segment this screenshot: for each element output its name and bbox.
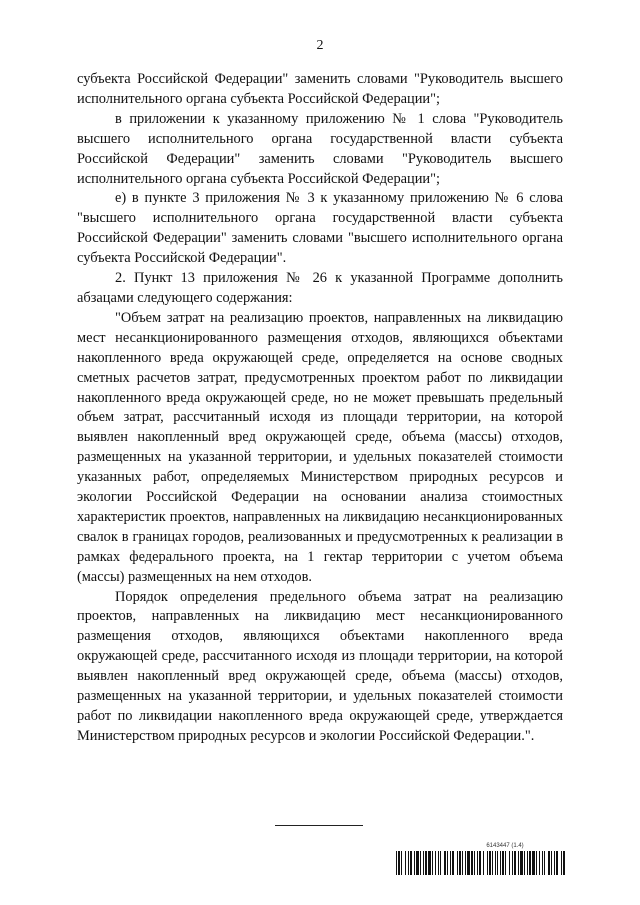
barcode-bar — [518, 851, 519, 875]
document-code: 6143447 (1.4) — [486, 843, 524, 849]
barcode-bar — [514, 851, 516, 875]
barcode-bar — [425, 851, 427, 875]
barcode-bar — [416, 851, 419, 875]
barcode-bar — [405, 851, 406, 875]
barcode-bar — [462, 851, 463, 875]
barcode-bar — [509, 851, 510, 875]
barcode-bar — [495, 851, 496, 875]
page-number: 2 — [316, 38, 324, 53]
barcode-bar — [438, 851, 439, 875]
barcode-bar — [497, 851, 498, 875]
barcode-bar — [471, 851, 473, 875]
barcode-bar — [544, 851, 545, 875]
paragraph: Порядок определения предельного объема затрат на реализацию проектов, направленных на ликвидацию мест несанкционированного размещения отходов, являющихся объектами накопленного вреда окружающей среде, рассчитанного исходя из площади территории, на которой выявлен накопленный вред окружающей среде, объема (массы) отходов, размещенных на указанной территории, и удельных показателей стоимости работ по ликвидации накопленного вреда окружающей среде, утверждается Министерством природных ресурсов и экологии Российской Федерации.". — [77, 588, 563, 744]
barcode-bar — [398, 851, 400, 875]
barcode-image — [396, 851, 566, 875]
paragraph: в приложении к указанному приложению № 1 слова "Руководитель высшего исполнительного органа государственной власти субъекта Российской Федерации" заменить словами "Руководитель высшего исполнительного органа субъекта Российской Федерации"; — [77, 110, 563, 187]
barcode-bar — [474, 851, 475, 875]
barcode-bar — [483, 851, 484, 875]
barcode-bar — [554, 851, 555, 875]
barcode-bar — [539, 851, 540, 875]
barcode-bar — [500, 851, 501, 875]
barcode-bar — [487, 851, 488, 875]
barcode-bar — [420, 851, 421, 875]
barcode-bar — [467, 851, 470, 875]
barcode-bar — [423, 851, 424, 875]
barcode-bar — [524, 851, 525, 875]
barcode-bar — [542, 851, 543, 875]
barcode-bar — [408, 851, 409, 875]
barcode-bar — [465, 851, 466, 875]
document-body — [77, 70, 563, 747]
paragraph: е) в пункте 3 приложения № 3 к указанному приложению № 6 слова "высшего исполнительного органа государственной власти субъекта Российской Федерации" заменить словами "высшего исполнительного органа субъекта Российской Федерации". — [77, 190, 563, 267]
barcode-bar — [450, 851, 451, 875]
barcode-bar — [505, 851, 506, 875]
barcode-bar — [452, 851, 454, 875]
barcode-bar — [459, 851, 461, 875]
barcode-bar — [479, 851, 481, 875]
barcode-bar — [561, 851, 562, 875]
barcode-bar — [410, 851, 412, 875]
barcode-bar — [440, 851, 441, 875]
paragraph: 2. Пункт 13 приложения № 26 к указанной Программе дополнить абзацами следующего содержания: — [77, 270, 563, 306]
barcode-bar — [447, 851, 448, 875]
barcode-bar — [520, 851, 523, 875]
barcode-bar — [401, 851, 402, 875]
barcode-bar — [551, 851, 552, 875]
barcode-bar — [492, 851, 493, 875]
barcode-bar — [536, 851, 537, 875]
barcode-bar — [457, 851, 458, 875]
barcode-bar — [527, 851, 528, 875]
paragraph: "Объем затрат на реализацию проектов, направленных на ликвидацию мест несанкционированного размещения отходов, являющихся объектами накопленного вреда окружающей среде, определяется на основе сводных сметных расчетов затрат, предусмотренных проектом работ по ликвидации накопленного вреда окружающей среде, но не может превышать предельный объем затрат, рассчитанный исходя из площади территории, на которой выявлен накопленный вред окружающей среде, объема (массы) отходов, размещенных на указанной территории, и удельных показателей стоимости указанных работ, определяемых Министерством природных ресурсов и экологии Российской Федерации на основании анализа стоимостных характеристик проектов, направленных на ликвидацию несанкционированных свалок в границах городов, реализованных и предусмотренных к реализации в рамках федерального проекта, на 1 гектар территории с учетом объема (массы) размещенных на нем отходов. — [77, 309, 563, 585]
barcode-bar — [489, 851, 491, 875]
barcode-bar — [432, 851, 433, 875]
barcode-bar — [532, 851, 535, 875]
barcode-bar — [502, 851, 504, 875]
paragraph: субъекта Российской Федерации" заменить словами "Руководитель высшего исполнительного органа субъекта Российской Федерации"; — [77, 71, 563, 107]
barcode-bar — [435, 851, 436, 875]
footer-separator-line — [275, 825, 363, 826]
barcode-bar — [414, 851, 415, 875]
barcode-bar — [563, 851, 565, 875]
barcode-bar — [428, 851, 431, 875]
barcode-bar — [444, 851, 446, 875]
barcode-bar — [396, 851, 397, 875]
barcode-bar — [556, 851, 558, 875]
barcode-bar — [529, 851, 531, 875]
barcode-bar — [548, 851, 550, 875]
barcode-bar — [512, 851, 513, 875]
barcode-bar — [477, 851, 478, 875]
